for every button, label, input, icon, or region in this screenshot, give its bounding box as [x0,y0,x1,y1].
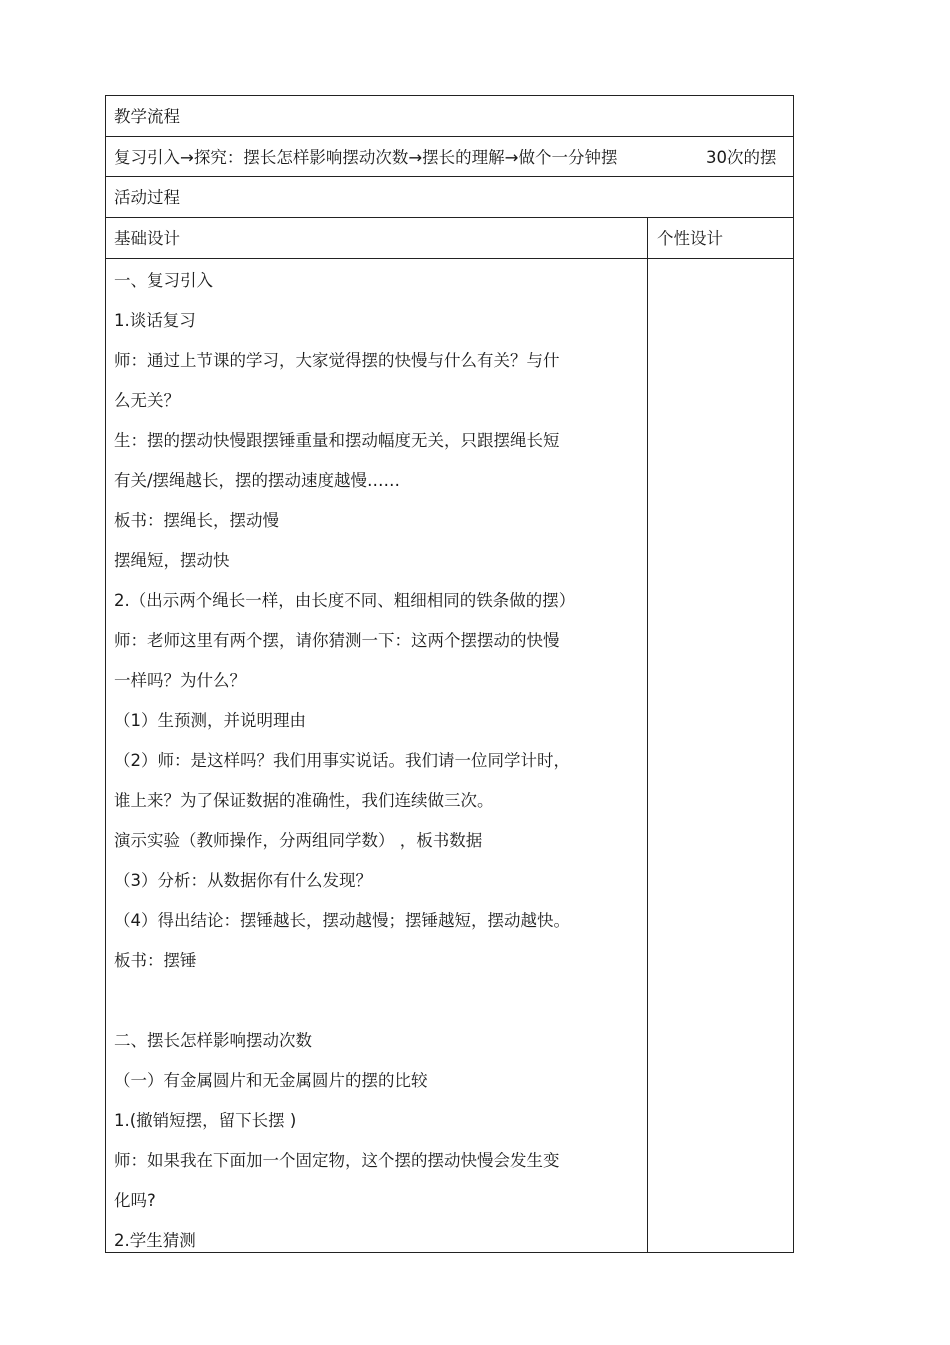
lesson-table [105,95,794,1253]
row-activity-process [106,177,793,218]
teaching-flow-steps-end: 30次的摆 [706,148,777,167]
row-teaching-flow-content [106,137,793,177]
content-line: （4）得出结论：摆锤越长，摆动越慢；摆锤越短，摆动越快。 [114,911,570,930]
content-line: 2.（出示两个绳长一样，由长度不同、粗细相同的铁条做的摆） [114,591,576,610]
row-teaching-flow-title [106,96,793,137]
content-line: 一、复习引入 [114,271,213,290]
content-line: 板书：摆绳长，摆动慢 [114,511,279,530]
basic-design-content [106,259,647,1252]
activity-process-title: 活动过程 [114,188,180,207]
row-column-headers [106,218,793,259]
content-line: （一）有金属圆片和无金属圆片的摆的比较 [114,1071,428,1090]
content-line: 1.谈话复习 [114,311,196,330]
content-line: 2.学生猜测 [114,1231,196,1250]
content-line: 化吗? [114,1191,156,1210]
teaching-flow-steps: 复习引入→探究：摆长怎样影响摆动次数→摆长的理解→做个一分钟摆 [114,148,618,167]
content-line: （2）师：是这样吗？我们用事实说话。我们请一位同学计时， [114,751,570,770]
content-line: 师：如果我在下面加一个固定物，这个摆的摆动快慢会发生变 [114,1151,560,1170]
content-line: （1）生预测，并说明理由 [114,711,306,730]
content-line: 1.(撤销短摆，留下长摆 ) [114,1111,297,1130]
content-line: 谁上来？为了保证数据的准确性，我们连续做三次。 [114,791,494,810]
content-line: 二、摆长怎样影响摆动次数 [114,1031,312,1050]
content-line: 一样吗？为什么？ [114,671,246,690]
content-line: 摆绳短，摆动快 [114,551,230,570]
content-line: 师：老师这里有两个摆，请你猜测一下：这两个摆摆动的快慢 [114,631,560,650]
content-line: 有关/摆绳越长，摆的摆动速度越慢…… [114,471,401,490]
content-line: 生：摆的摆动快慢跟摆锤重量和摆动幅度无关，只跟摆绳长短 [114,431,560,450]
content-line: 演示实验（教师操作，分两组同学数） ，板书数据 [114,831,483,850]
teaching-flow-title: 教学流程 [114,107,180,126]
basic-design-header: 基础设计 [114,229,180,248]
content-line: 师：通过上节课的学习，大家觉得摆的快慢与什么有关？与什 [114,351,560,370]
personal-design-header: 个性设计 [657,229,723,248]
content-line: （3）分析：从数据你有什么发现？ [114,871,372,890]
column-divider [647,218,648,1252]
content-line: 么无关？ [114,391,180,410]
content-line: 板书：摆锤 [114,951,197,970]
